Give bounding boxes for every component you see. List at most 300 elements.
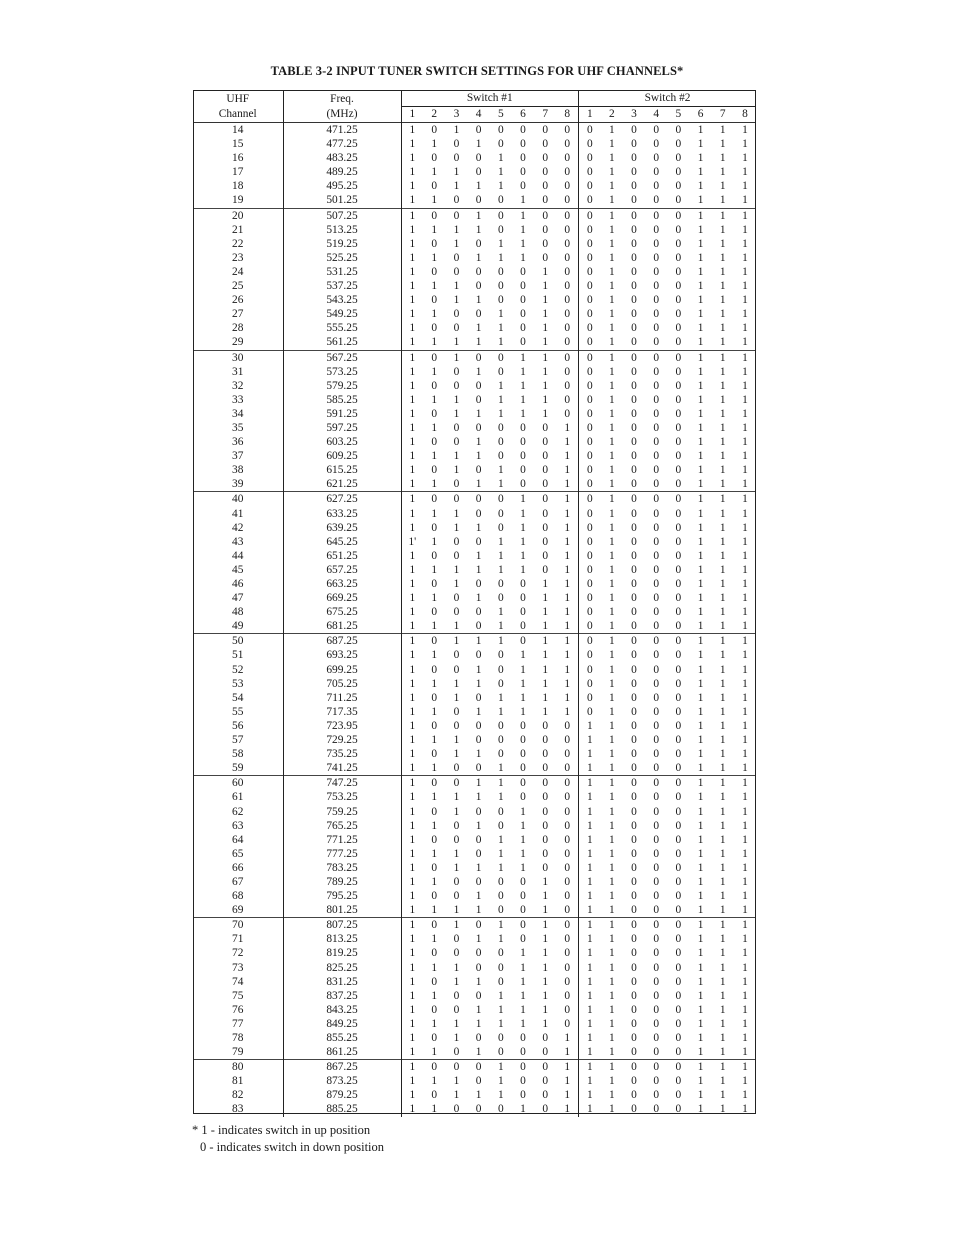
switch2-position-value: 0 (579, 677, 601, 691)
switch1-position-value: 1 (453, 861, 460, 874)
switch2-position-value: 0 (653, 904, 660, 917)
switch2-position-value: 0 (631, 223, 637, 236)
switch1-position-value: 0 (520, 308, 526, 321)
switch1-position-value: 1 (497, 933, 504, 946)
switch1-position-value: 1 (556, 634, 578, 649)
switch2-position-value: 0 (631, 1103, 637, 1116)
switch2-position-value: 1 (689, 492, 711, 507)
switch1-position-value: 0 (564, 762, 571, 775)
switch2-position-value: 1 (742, 450, 748, 463)
table-row (193, 421, 756, 435)
switch2-position-value: 0 (653, 705, 660, 718)
switch2-position-value: 0 (653, 947, 660, 960)
switch1-position-value: 1 (497, 1017, 504, 1030)
switch1-position-value: 0 (453, 1046, 460, 1059)
switch1-position-value: 1 (401, 379, 423, 393)
table-row (193, 861, 756, 875)
switch2-position-value: 1 (719, 719, 726, 732)
table-row (193, 747, 756, 761)
switch1-position-value: 0 (564, 947, 571, 960)
switch2-position-value: 1 (697, 549, 704, 562)
switch1-position-value: 1 (431, 223, 438, 236)
switch1-position-value: 1 (401, 251, 423, 265)
frequency-cell: 525.25 (283, 251, 401, 265)
switch1-position-value: 0 (490, 350, 512, 365)
switch2-position-value: 0 (623, 918, 645, 933)
switch2-position-value: 1 (579, 1017, 601, 1031)
table-row (193, 833, 756, 847)
switch2-position-value: 0 (631, 521, 637, 534)
table-row (193, 307, 756, 321)
switch2-position-value: 0 (653, 1089, 660, 1102)
switch1-position-value: 0 (564, 805, 571, 818)
switch1-position-value: 1 (401, 265, 423, 279)
switch2-position-value: 0 (653, 819, 660, 832)
switch1-position-value: 0 (475, 1032, 482, 1044)
switch2-position-value: 1 (719, 365, 726, 378)
switch2-position-value: 1 (742, 833, 748, 846)
switch2-position-value: 0 (631, 138, 637, 151)
switch2-position-value: 1 (689, 208, 711, 223)
switch1-position-value: 0 (431, 379, 438, 392)
switch2-position-value: 1 (608, 237, 615, 250)
switch1-position-value: 0 (542, 521, 549, 534)
switch2-position-number: 2 (608, 108, 615, 120)
frequency-cell: 495.25 (283, 179, 401, 193)
table-row (193, 365, 756, 379)
switch2-position-value: 0 (631, 436, 637, 449)
switch1-position-value: 1 (512, 350, 534, 365)
switch2-position-value: 1 (719, 1017, 726, 1030)
switch2-position-value: 0 (653, 138, 660, 151)
switch2-position-value: 1 (579, 1003, 601, 1017)
switch1-position-value: 1 (475, 407, 482, 420)
switch2-position-value: 1 (742, 549, 748, 562)
switch2-position-value: 0 (631, 393, 637, 406)
switch1-position-value: 1 (401, 1031, 423, 1045)
switch1-position-value: 1 (534, 634, 556, 649)
switch1-position-value: 0 (520, 904, 526, 917)
switch2-position-value: 0 (675, 194, 682, 207)
frequency-cell: 795.25 (283, 889, 401, 903)
switch1-position-value: 0 (564, 1017, 571, 1030)
switch2-position-value: 1 (608, 1003, 615, 1016)
switch2-position-value: 0 (631, 535, 637, 548)
switch1-position-value: 1 (564, 563, 571, 576)
switch2-position-value: 0 (631, 407, 637, 420)
switch2-position-value: 0 (675, 1046, 682, 1059)
switch1-position-value: 1 (520, 365, 526, 378)
switch2-position-value: 1 (734, 1060, 756, 1075)
switch1-position-value: 1 (497, 791, 504, 804)
switch1-position-value: 1 (431, 421, 438, 434)
frequency-cell: 603.25 (283, 435, 401, 449)
switch2-position-value: 1 (719, 549, 726, 562)
switch1-position-value: 0 (497, 1046, 504, 1059)
switch2-position-value: 0 (653, 791, 660, 804)
switch2-position-value: 1 (579, 833, 601, 847)
switch1-position-value: 1 (401, 663, 423, 677)
switch1-position-value: 1 (475, 592, 482, 605)
switch2-position-value: 0 (623, 123, 645, 138)
switch2-position-value: 1 (719, 947, 726, 960)
frequency-cell: 621.25 (283, 477, 401, 492)
switch2-position-value: 1 (742, 379, 748, 392)
switch1-position-value: 0 (542, 535, 549, 548)
switch1-position-value: 1 (431, 847, 438, 860)
table-row (193, 677, 756, 691)
switch1-position-value: 1 (453, 791, 460, 804)
switch1-position-value: 1 (520, 677, 526, 690)
switch2-position-value: 0 (653, 1003, 660, 1016)
switch1-position-value: 1 (401, 961, 423, 975)
switch1-position-value: 0 (431, 719, 438, 732)
switch1-position-value: 1 (401, 1060, 423, 1075)
switch1-position-value: 0 (475, 989, 482, 1002)
table-row (193, 1045, 756, 1060)
switch1-position-value: 0 (453, 705, 460, 718)
switch1-position-value: 1 (497, 691, 504, 704)
switch2-position-value: 1 (742, 592, 748, 605)
switch2-position-value: 1 (608, 393, 615, 406)
switch1-position-value: 1 (401, 151, 423, 165)
switch1-position-value: 1 (401, 591, 423, 605)
switch1-position-value: 0 (564, 904, 571, 917)
switch1-position-value: 0 (475, 762, 482, 775)
switch1-position-value: 0 (431, 265, 438, 278)
switch2-position-value: 1 (719, 861, 726, 874)
switch1-position-value: 1 (520, 563, 526, 576)
switch2-position-value: 0 (631, 563, 637, 576)
frequency-cell: 519.25 (283, 237, 401, 251)
switch1-position-value: 1 (431, 933, 438, 946)
switch1-position-value: 1 (564, 1075, 571, 1088)
switch2-position-value: 1 (742, 1003, 748, 1016)
channel-cell: 53 (232, 677, 244, 690)
switch2-position-value: 0 (675, 521, 682, 534)
switch2-position-value: 0 (631, 933, 637, 946)
switch2-position-value: 1 (719, 791, 726, 804)
switch2-position-value: 1 (719, 180, 726, 193)
frequency-cell: 645.25 (283, 535, 401, 549)
switch2-position-value: 1 (608, 890, 615, 903)
switch2-position-value: 0 (653, 1032, 660, 1044)
switch1-position-value: 1 (497, 847, 504, 860)
switch1-position-value: 1 (534, 350, 556, 365)
switch1-position-value: 0 (475, 265, 482, 278)
switch1-position-value: 0 (490, 123, 512, 138)
switch2-position-value: 0 (631, 265, 637, 278)
switch1-position-value: 0 (564, 890, 571, 903)
switch1-position-value: 1 (431, 308, 438, 321)
table-row (193, 805, 756, 819)
frequency-cell: 699.25 (283, 663, 401, 677)
frequency-cell: 837.25 (283, 989, 401, 1003)
switch2-position-value: 0 (653, 464, 660, 477)
switch1-position-value: 1 (475, 336, 482, 349)
switch2-position-value: 0 (675, 961, 682, 974)
switch1-position-value: 1 (401, 223, 423, 237)
switch2-position-value: 1 (608, 606, 615, 619)
switch1-position-number: 3 (453, 108, 460, 120)
switch2-position-value: 1 (601, 1060, 623, 1075)
switch2-position-value: 0 (653, 450, 660, 463)
channel-cell: 66 (232, 861, 244, 874)
switch2-position-value: 1 (601, 492, 623, 507)
switch2-position-value: 1 (742, 875, 748, 888)
channel-cell: 72 (232, 947, 244, 960)
switch1-position-value: 0 (431, 578, 438, 590)
switch1-position-value: 1 (468, 634, 490, 649)
switch1-position-number: 1 (401, 107, 423, 123)
switch2-position-value: 1 (719, 407, 726, 420)
switch2-position-value: 0 (631, 606, 637, 619)
channel-cell: 35 (232, 421, 244, 434)
switch2-position-value: 1 (712, 776, 734, 791)
switch1-position-value: 1 (401, 932, 423, 946)
switch2-position-value: 1 (742, 223, 748, 236)
switch2-position-value: 1 (697, 421, 704, 434)
table-row (193, 776, 756, 791)
switch1-position-value: 1 (542, 961, 549, 974)
switch2-position-value: 0 (653, 237, 660, 250)
channel-cell: 78 (232, 1032, 244, 1044)
switch2-position-value: 1 (697, 762, 704, 775)
switch2-position-value: 1 (742, 947, 748, 960)
switch2-position-value: 1 (719, 606, 726, 619)
frequency-cell: 561.25 (283, 335, 401, 350)
switch1-position-value: 1 (542, 407, 549, 420)
switch2-position-value: 1 (608, 947, 615, 960)
switch2-position-value: 0 (675, 1089, 682, 1102)
switch2-position-value: 1 (579, 1060, 601, 1075)
channel-cell: 21 (232, 223, 244, 236)
switch2-position-value: 0 (675, 748, 682, 761)
switch2-position-value: 1 (712, 918, 734, 933)
switch2-position-value: 0 (675, 606, 682, 619)
switch2-position-value: 1 (719, 819, 726, 832)
channel-cell: 42 (232, 521, 244, 534)
switch2-position-value: 1 (742, 464, 748, 477)
switch1-position-value: 1 (401, 975, 423, 989)
switch2-position-value: 1 (601, 776, 623, 791)
switch2-position-value: 0 (631, 847, 637, 860)
switch2-position-value: 1 (608, 194, 615, 207)
switch1-position-value: 1 (542, 875, 549, 888)
frequency-cell: 507.25 (283, 208, 401, 223)
switch2-position-value: 1 (719, 805, 726, 818)
frequency-cell: 597.25 (283, 421, 401, 435)
switch2-position-value: 1 (697, 521, 704, 534)
switch2-position-value: 1 (579, 861, 601, 875)
switch1-position-value: 0 (564, 265, 571, 278)
channel-cell: 76 (232, 1003, 244, 1016)
switch2-position-value: 1 (742, 1046, 748, 1059)
channel-cell: 45 (232, 563, 244, 576)
table-row (193, 507, 756, 521)
switch2-position-value: 1 (719, 152, 726, 165)
switch1-position-value: 0 (475, 1075, 482, 1088)
switch1-position-value: 0 (520, 1089, 526, 1102)
switch1-position-value: 1 (431, 904, 438, 917)
switch1-position-value: 1 (520, 989, 526, 1002)
switch1-position-value: 0 (475, 620, 482, 633)
frequency-cell: 789.25 (283, 875, 401, 889)
switch1-position-value: 0 (431, 663, 438, 676)
switch1-position-value: 0 (468, 123, 490, 138)
switch2-position-value: 0 (579, 577, 601, 591)
frequency-cell: 777.25 (283, 847, 401, 861)
switch2-position-value: 1 (601, 208, 623, 223)
frequency-cell: 711.25 (283, 691, 401, 705)
switch2-position-value: 0 (653, 521, 660, 534)
switch2-position-value: 0 (653, 592, 660, 605)
table-title: TABLE 3-2 INPUT TUNER SWITCH SETTINGS FOR UHF CHANNELS* (270, 64, 684, 78)
switch1-position-value: 1 (564, 677, 571, 690)
switch2-position-value: 1 (742, 847, 748, 860)
switch1-position-value: 1 (520, 705, 526, 718)
switch1-position-value: 1 (475, 677, 482, 690)
switch1-position-value: 1 (564, 578, 571, 590)
switch2-position-value: 0 (675, 933, 682, 946)
switch1-position-value: 1 (542, 294, 549, 307)
switch1-position-value: 1 (431, 280, 438, 293)
switch1-position-value: 0 (512, 1060, 534, 1075)
switch1-position-value: 0 (564, 719, 571, 732)
switch2-position-value: 1 (608, 549, 615, 562)
switch2-position-value: 0 (653, 578, 660, 590)
switch1-position-value: 1 (475, 436, 482, 449)
switch2-position-value: 1 (697, 649, 704, 662)
switch1-position-value: 0 (423, 1060, 445, 1075)
table-row (193, 591, 756, 605)
switch1-position-value: 0 (453, 265, 460, 278)
switch2-position-value: 1 (719, 436, 726, 449)
switch1-position-value: 0 (520, 748, 526, 761)
switch1-position-value: 0 (475, 166, 482, 179)
switch2-position-value: 1 (712, 1060, 734, 1075)
switch2-position-value: 1 (742, 719, 748, 732)
switch1-position-value: 0 (490, 492, 512, 507)
switch2-position-value: 1 (697, 1089, 704, 1102)
switch2-position-value: 0 (631, 1003, 637, 1016)
switch1-position-value: 1 (520, 819, 526, 832)
switch1-position-value: 0 (564, 180, 571, 193)
switch2-position-value: 1 (697, 606, 704, 619)
switch2-position-value: 1 (579, 889, 601, 903)
switch2-position-value: 1 (697, 975, 704, 988)
switch1-position-value: 1 (431, 677, 438, 690)
switch1-position-value: 0 (520, 578, 526, 590)
channel-cell: 82 (232, 1089, 244, 1102)
switch1-position-value: 0 (431, 947, 438, 960)
switch1-position-value: 0 (497, 649, 504, 662)
switch1-position-value: 1 (497, 322, 504, 335)
switch2-position-value: 1 (608, 464, 615, 477)
switch1-position-value: 1 (564, 1046, 571, 1059)
switch1-position-value: 1 (401, 1017, 423, 1031)
switch2-position-value: 1 (719, 478, 726, 491)
switch1-position-value: 1 (401, 123, 423, 138)
switch1-position-value: 0 (468, 350, 490, 365)
table-row (193, 975, 756, 989)
switch2-position-value: 1 (742, 961, 748, 974)
switch2-position-value: 1 (697, 748, 704, 761)
switch2-position-value: 1 (742, 436, 748, 449)
switch2-position-value: 1 (719, 847, 726, 860)
table-row (193, 477, 756, 492)
switch2-position-value: 1 (608, 719, 615, 732)
channel-cell: 33 (232, 393, 244, 406)
switch1-position-value: 1 (497, 606, 504, 619)
switch2-position-value: 1 (742, 620, 748, 633)
switch2-position-value: 0 (667, 492, 689, 507)
switch2-position-value: 0 (675, 904, 682, 917)
switch1-position-value: 1 (475, 1017, 482, 1030)
switch1-position-value: 1' (401, 535, 423, 549)
switch2-position-value: 1 (689, 1060, 711, 1075)
channel-cell: 60 (193, 776, 283, 791)
switch1-position-value: 1 (453, 507, 460, 520)
switch1-position-value: 1 (401, 321, 423, 335)
switch2-position-value: 0 (645, 1060, 667, 1075)
switch1-position-value: 0 (520, 421, 526, 434)
switch1-position-value: 1 (475, 705, 482, 718)
switch1-position-value: 1 (401, 507, 423, 521)
frequency-cell: 543.25 (283, 293, 401, 307)
switch1-position-value: 1 (431, 336, 438, 349)
switch1-position-value: 1 (401, 293, 423, 307)
switch1-position-value: 0 (520, 592, 526, 605)
switch2-position-value: 0 (631, 180, 637, 193)
switch1-position-value: 1 (490, 918, 512, 933)
switch1-position-value: 1 (542, 691, 549, 704)
switch2-position-value: 1 (608, 521, 615, 534)
switch2-position-value: 0 (675, 1075, 682, 1088)
switch2-position-value: 1 (608, 705, 615, 718)
switch2-position-value: 1 (742, 336, 748, 349)
switch1-position-value: 1 (401, 705, 423, 719)
switch2-position-value: 1 (697, 861, 704, 874)
switch2-position-value: 0 (631, 450, 637, 463)
switch2-position-value: 0 (631, 620, 637, 633)
switch2-position-value: 1 (608, 833, 615, 846)
switch1-position-value: 0 (475, 308, 482, 321)
switch1-position-value: 0 (497, 805, 504, 818)
switch2-position-value: 0 (631, 478, 637, 491)
frequency-cell: 501.25 (283, 193, 401, 208)
switch1-position-value: 0 (453, 322, 460, 335)
switch2-position-value: 0 (675, 152, 682, 165)
switch1-position-value: 0 (475, 393, 482, 406)
channel-cell: 83 (232, 1103, 244, 1116)
switch1-position-value: 0 (497, 365, 504, 378)
switch1-position-value: 1 (564, 421, 571, 434)
switch1-position-value: 0 (564, 393, 571, 406)
switch1-position-value: 1 (520, 861, 526, 874)
switch1-position-value: 1 (542, 322, 549, 335)
switch1-position-value: 0 (564, 407, 571, 420)
switch1-position-value: 1 (520, 833, 526, 846)
switch1-position-value: 1 (475, 663, 482, 676)
switch1-position-value: 1 (497, 705, 504, 718)
switch2-position-value: 0 (653, 393, 660, 406)
switch1-position-value: 0 (520, 166, 526, 179)
switch2-position-value: 1 (742, 1017, 748, 1030)
switch1-position-value: 1 (431, 138, 438, 151)
switch2-position-value: 0 (623, 634, 645, 649)
switch2-position-value: 1 (608, 535, 615, 548)
